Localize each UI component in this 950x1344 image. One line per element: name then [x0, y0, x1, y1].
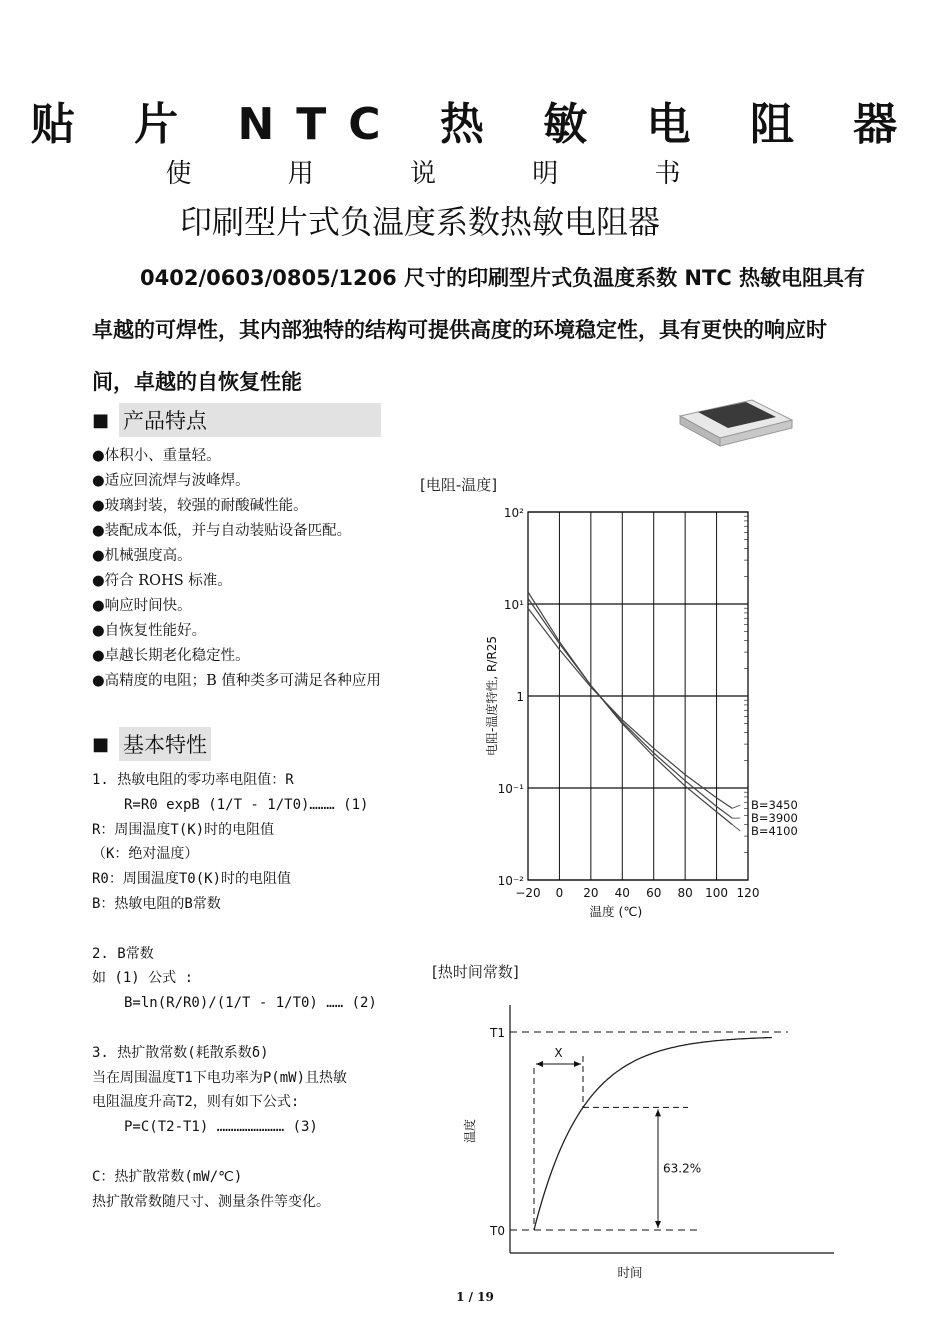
x-tick-label: −20: [515, 886, 541, 900]
y-tick-label: 10⁻¹: [497, 782, 524, 796]
list-item: ●装配成本低，并与自动装贴设备匹配。: [92, 523, 352, 539]
formula-2: B=ln(R/R0)/(1/T - 1/T0) …… (2): [124, 995, 377, 1012]
list-item: ●卓越长期老化稳定性。: [92, 648, 250, 664]
intro-paragraph: 0402/0603/0805/1206 尺寸的印刷型片式负温度系数 NTC 热敏电阻具有卓越的可焊性，其内部独特的结构可提供高度的环境稳定性，具有更快的响应时间，卓越的自恢复性能: [92, 266, 866, 394]
list-item: ●自恢复性能好。: [92, 623, 207, 639]
basic-heading-label: 基本特性: [119, 727, 211, 761]
square-bullet-icon: ■: [92, 733, 110, 755]
thermal-time-constant-chart: [420, 955, 850, 1285]
text-line: C：热扩散常数(mW/℃): [92, 1168, 243, 1185]
series-line: [528, 608, 732, 808]
x-tick-label: 100: [705, 886, 729, 900]
x-axis-label: 温度 (℃): [589, 904, 643, 919]
y-tick-label: 1: [516, 690, 524, 704]
list-item: ●机械强度高。: [92, 548, 192, 564]
features-heading: [92, 403, 381, 437]
list-item: ●响应时间快。: [92, 598, 192, 614]
series-leader: [732, 805, 740, 808]
series-line: [528, 592, 732, 825]
y-axis-label: 电阻-温度特性, R/R25: [485, 636, 499, 756]
chart-title: [电阻-温度]: [420, 476, 498, 494]
arrow-right-icon: [574, 1061, 581, 1067]
list-item: ●体积小、重量轻。: [92, 448, 221, 464]
chip-thermistor-image: [672, 392, 797, 454]
document-subtitle: 使 用 说 明 书: [165, 159, 725, 189]
product-heading: 印刷型片式负温度系数热敏电阻器: [180, 203, 661, 241]
formula-1: R=R0 expB (1/T - 1/T0)……… (1): [124, 796, 369, 813]
text-line: （K：绝对温度）: [92, 846, 199, 863]
arrow-up-icon: [655, 1109, 661, 1116]
x-tick-label: 120: [736, 886, 760, 900]
y-tick-label: 10²: [503, 506, 524, 520]
x-axis-label: 时间: [617, 1265, 643, 1280]
formula-3: P=C(T2-T1) …………………… (3): [124, 1119, 318, 1136]
text-line: 电阻温度升高T2，则有如下公式:: [92, 1094, 300, 1111]
x-tick-label: 60: [646, 886, 662, 900]
y-tick-label: T1: [490, 1026, 505, 1040]
response-curve: [534, 1038, 772, 1231]
list-item: ●玻璃封装，较强的耐酸碱性能。: [92, 498, 308, 514]
text-line: 3. 热扩散常数(耗散系数δ): [92, 1044, 269, 1061]
resistance-temperature-chart: [410, 468, 810, 928]
document-title: 贴 片 NTC 热 敏 电 阻 器: [30, 99, 920, 150]
features-list: [92, 444, 381, 694]
basic-heading: [92, 727, 211, 761]
text-line: R：周围温度T(K)时的电阻值: [92, 821, 275, 838]
text-line: 1. 热敏电阻的零功率电阻值：R: [92, 772, 294, 788]
list-item: ●适应回流焊与波峰焊。: [92, 473, 250, 489]
y-tick-label: T0: [490, 1224, 505, 1238]
text-line: B：热敏电阻的B常数: [92, 895, 221, 912]
legend-label: B=4100: [751, 824, 798, 838]
list-item: ●符合 ROHS 标准。: [92, 573, 232, 589]
arrow-down-icon: [655, 1221, 661, 1228]
basic-characteristics: [92, 768, 377, 1214]
text-line: 如 (1) 公式 :: [92, 970, 194, 987]
x-tick-label: 0: [555, 886, 564, 900]
legend-label: B=3450: [751, 798, 798, 812]
arrow-left-icon: [536, 1061, 543, 1067]
series-leader: [732, 825, 740, 831]
chart-title: [热时间常数]: [432, 963, 519, 981]
text-line: 2. B常数: [92, 945, 154, 962]
x-tick-label: 20: [583, 886, 599, 900]
features-heading-label: 产品特点: [119, 403, 381, 437]
y-tick-label: 10⁻²: [497, 874, 524, 888]
page-number: 1 / 19: [456, 1290, 494, 1304]
x-tick-label: 40: [614, 886, 630, 900]
square-bullet-icon: ■: [92, 409, 110, 431]
text-line: 热扩散常数随尺寸、测量条件等变化。: [92, 1193, 330, 1210]
list-item: ●高精度的电阻；B 值种类多可满足各种应用: [92, 673, 381, 689]
text-line: R0：周围温度T0(K)时的电阻值: [92, 871, 292, 888]
series-line: [528, 598, 732, 818]
annotation-632: 63.2%: [663, 1161, 702, 1176]
annotation-x: X: [554, 1046, 563, 1060]
y-axis-label: 温度: [463, 1118, 477, 1144]
x-tick-label: 80: [677, 886, 693, 900]
y-tick-label: 10¹: [503, 598, 524, 612]
legend-label: B=3900: [751, 811, 798, 825]
text-line: 当在周围温度T1下电功率为P(mW)且热敏: [92, 1069, 348, 1086]
